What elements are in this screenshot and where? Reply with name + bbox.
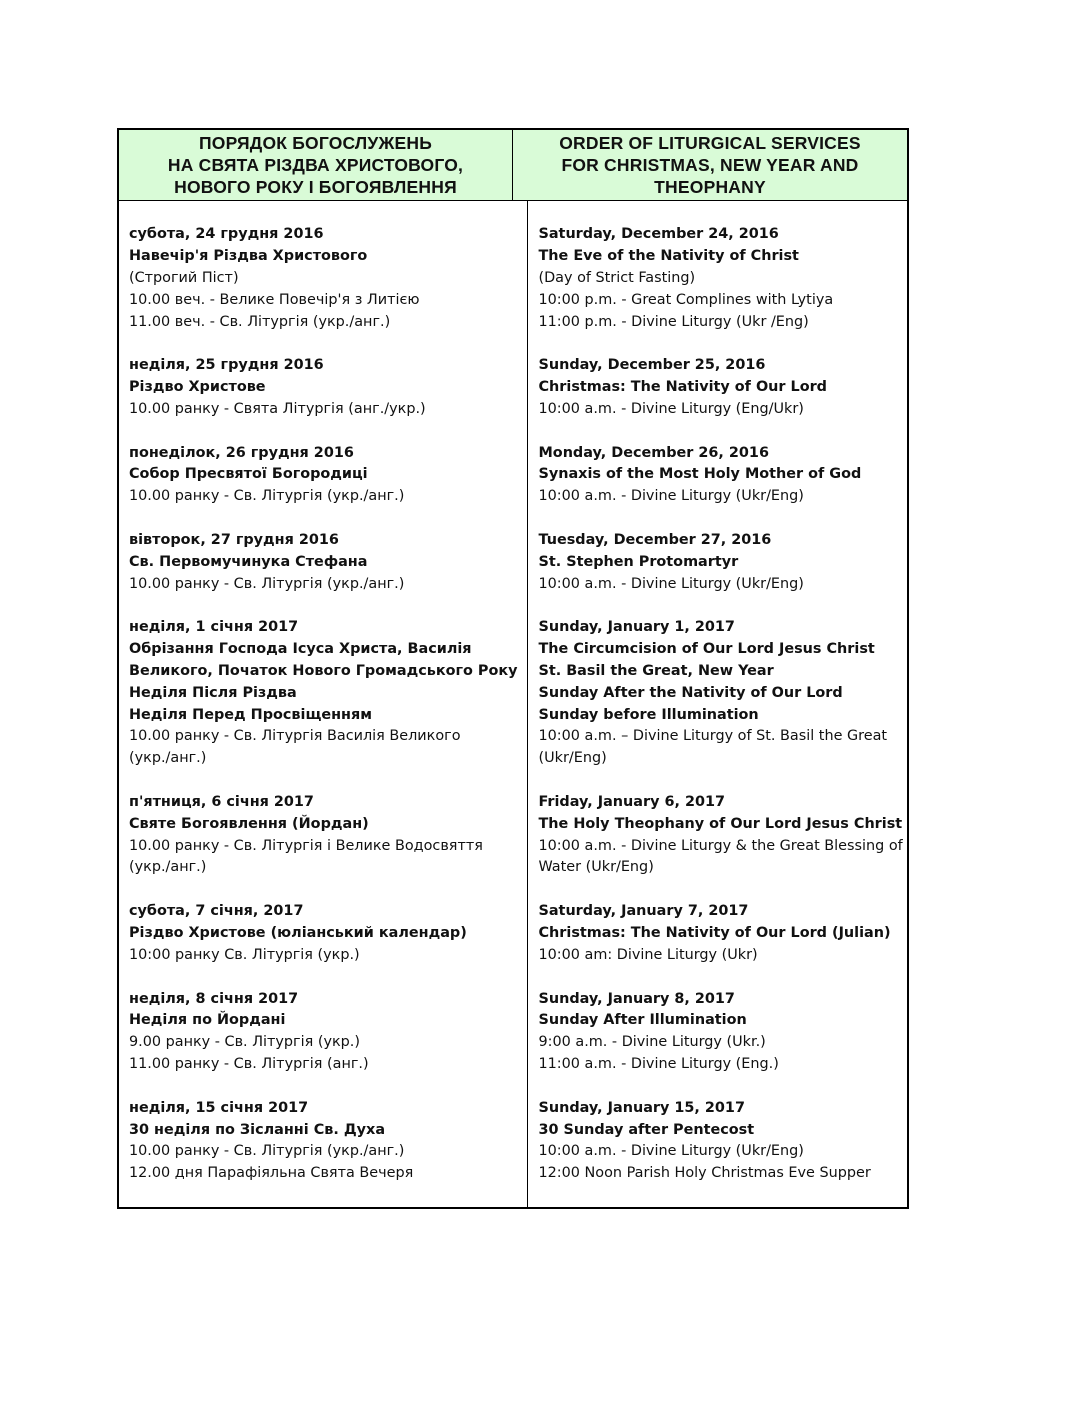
service-title: Собор Пресвятої Богородиці — [129, 466, 368, 483]
header-english — [513, 130, 907, 200]
service-date: Sunday, December 25, 2016 — [538, 357, 766, 374]
service-title: Святе Богоявлення (Йордан) — [129, 815, 369, 832]
service-detail: Water (Ukr/Eng) — [538, 859, 654, 876]
service-title: St. Basil the Great, New Year — [538, 663, 774, 680]
service-title: Різдво Христове (юліанський календар) — [129, 925, 467, 942]
service-entry — [538, 901, 902, 966]
service-detail: 9.00 ранку - Св. Літургія (укр.) — [129, 1034, 360, 1051]
service-detail: 11.00 ранку - Св. Літургія (анг.) — [129, 1056, 369, 1073]
service-detail: 12:00 Noon Parish Holy Christmas Eve Supper — [538, 1165, 871, 1182]
service-title: The Eve of the Nativity of Christ — [538, 248, 799, 265]
service-title: Різдво Христове — [129, 379, 266, 396]
schedule-table — [117, 128, 909, 1209]
service-title: Sunday After the Nativity of Our Lord — [538, 684, 843, 701]
service-title: Christmas: The Nativity of Our Lord (Julian) — [538, 925, 891, 942]
service-detail: 10.00 веч. - Велике Повечір'я з Литією — [129, 291, 420, 308]
service-title: Sunday before Illumination — [538, 706, 759, 723]
service-detail: 10.00 ранку - Свята Літургія (анг./укр.) — [129, 400, 426, 417]
service-entry — [129, 901, 517, 966]
service-date: неділя, 15 січня 2017 — [129, 1099, 309, 1116]
service-detail: 10.00 ранку - Св. Літургія і Велике Водосвяття — [129, 837, 483, 854]
service-detail: 10:00 a.m. - Divine Liturgy (Ukr/Eng) — [538, 575, 804, 592]
service-detail: 10:00 a.m. – Divine Liturgy of St. Basil the Great — [538, 728, 888, 745]
service-detail: 10:00 a.m. - Divine Liturgy (Ukr/Eng) — [538, 1143, 804, 1160]
service-detail: 11.00 веч. - Св. Літургія (укр./анг.) — [129, 313, 391, 330]
header-line: FOR CHRISTMAS, NEW YEAR AND — [561, 155, 859, 176]
service-detail: (Day of Strict Fasting) — [538, 269, 696, 286]
body-row — [119, 201, 907, 1207]
service-title: Sunday After Illumination — [538, 1012, 747, 1029]
service-title: The Circumcision of Our Lord Jesus Christ — [538, 641, 875, 658]
service-detail: 10.00 ранку - Св. Літургія (укр./анг.) — [129, 488, 405, 505]
service-detail: 12.00 дня Парафіяльна Свята Вечеря — [129, 1165, 414, 1182]
service-entry — [129, 530, 517, 595]
service-entry — [129, 1098, 517, 1185]
service-title: Обрізання Господа Ісуса Христа, Василія — [129, 641, 472, 658]
service-entry — [538, 224, 902, 333]
service-entry — [538, 355, 902, 420]
service-title: 30 Sunday after Pentecost — [538, 1121, 755, 1138]
service-date: п'ятниця, 6 січня 2017 — [129, 794, 314, 811]
service-detail: 11:00 a.m. - Divine Liturgy (Eng.) — [538, 1056, 779, 1073]
header-line: НОВОГО РОКУ І БОГОЯВЛЕННЯ — [174, 177, 457, 198]
service-title: St. Stephen Protomartyr — [538, 553, 739, 570]
service-detail: 9:00 a.m. - Divine Liturgy (Ukr.) — [538, 1034, 766, 1051]
service-date: субота, 24 грудня 2016 — [129, 226, 324, 243]
service-entry — [129, 617, 517, 770]
service-title: Неділя Після Різдва — [129, 684, 297, 701]
service-title: Christmas: The Nativity of Our Lord — [538, 379, 827, 396]
service-entry — [538, 792, 902, 879]
service-date: Sunday, January 15, 2017 — [538, 1099, 745, 1116]
header-ukrainian — [119, 130, 513, 200]
ukrainian-column — [119, 201, 528, 1207]
header-line: ПОРЯДОК БОГОСЛУЖЕНЬ — [199, 133, 432, 154]
service-title: Неділя по Йордані — [129, 1012, 286, 1029]
header-line: THEOPHANY — [654, 177, 766, 198]
service-entry — [538, 989, 902, 1076]
service-detail: 10:00 a.m. - Divine Liturgy (Eng/Ukr) — [538, 400, 804, 417]
service-entry — [129, 792, 517, 879]
service-entry — [129, 224, 517, 333]
service-detail: 10.00 ранку - Св. Літургія Василія Великого — [129, 728, 461, 745]
service-date: понеділок, 26 грудня 2016 — [129, 444, 354, 461]
english-column — [528, 201, 912, 1207]
service-date: вівторок, 27 грудня 2016 — [129, 532, 339, 549]
service-entry — [538, 443, 902, 508]
service-title: Synaxis of the Most Holy Mother of God — [538, 466, 862, 483]
service-entry — [538, 617, 902, 770]
service-title: Навечір'я Різдва Христового — [129, 248, 368, 265]
service-entry — [538, 530, 902, 595]
service-detail: 10:00 a.m. - Divine Liturgy (Ukr/Eng) — [538, 488, 804, 505]
service-date: Sunday, January 8, 2017 — [538, 990, 735, 1007]
service-detail: 10:00 p.m. - Great Complines with Lytiya — [538, 291, 834, 308]
service-date: Sunday, January 1, 2017 — [538, 619, 735, 636]
service-detail: (Строгий Піст) — [129, 269, 239, 286]
service-detail: (укр./анг.) — [129, 859, 207, 876]
service-entry — [538, 1098, 902, 1185]
service-detail: (Ukr/Eng) — [538, 750, 607, 767]
service-detail: 10.00 ранку - Св. Літургія (укр./анг.) — [129, 1143, 405, 1160]
header-row — [119, 130, 907, 201]
service-entry — [129, 355, 517, 420]
service-title: The Holy Theophany of Our Lord Jesus Christ — [538, 815, 903, 832]
service-title: 30 неділя по Зісланні Св. Духа — [129, 1121, 386, 1138]
service-entry — [129, 443, 517, 508]
service-title: Великого, Початок Нового Громадського Року — [129, 663, 518, 680]
service-date: неділя, 25 грудня 2016 — [129, 357, 324, 374]
service-detail: 10:00 ранку Св. Літургія (укр.) — [129, 946, 360, 963]
service-entry — [129, 989, 517, 1076]
service-detail: (укр./анг.) — [129, 750, 207, 767]
service-date: Tuesday, December 27, 2016 — [538, 532, 772, 549]
header-line: ORDER OF LITURGICAL SERVICES — [559, 133, 861, 154]
service-date: Saturday, January 7, 2017 — [538, 903, 749, 920]
service-detail: 11:00 p.m. - Divine Liturgy (Ukr /Eng) — [538, 313, 809, 330]
service-detail: 10:00 a.m. - Divine Liturgy & the Great Blessing of — [538, 837, 903, 854]
service-date: Friday, January 6, 2017 — [538, 794, 726, 811]
service-date: неділя, 8 січня 2017 — [129, 990, 299, 1007]
service-title: Неділя Перед Просвіщенням — [129, 706, 373, 723]
service-date: субота, 7 січня, 2017 — [129, 903, 304, 920]
header-line: НА СВЯТА РІЗДВА ХРИСТОВОГО, — [167, 155, 464, 176]
service-date: Monday, December 26, 2016 — [538, 444, 769, 461]
service-date: неділя, 1 січня 2017 — [129, 619, 299, 636]
service-detail: 10:00 am: Divine Liturgy (Ukr) — [538, 946, 758, 963]
service-title: Св. Первомучинука Стефана — [129, 553, 368, 570]
service-detail: 10.00 ранку - Св. Літургія (укр./анг.) — [129, 575, 405, 592]
service-date: Saturday, December 24, 2016 — [538, 226, 779, 243]
